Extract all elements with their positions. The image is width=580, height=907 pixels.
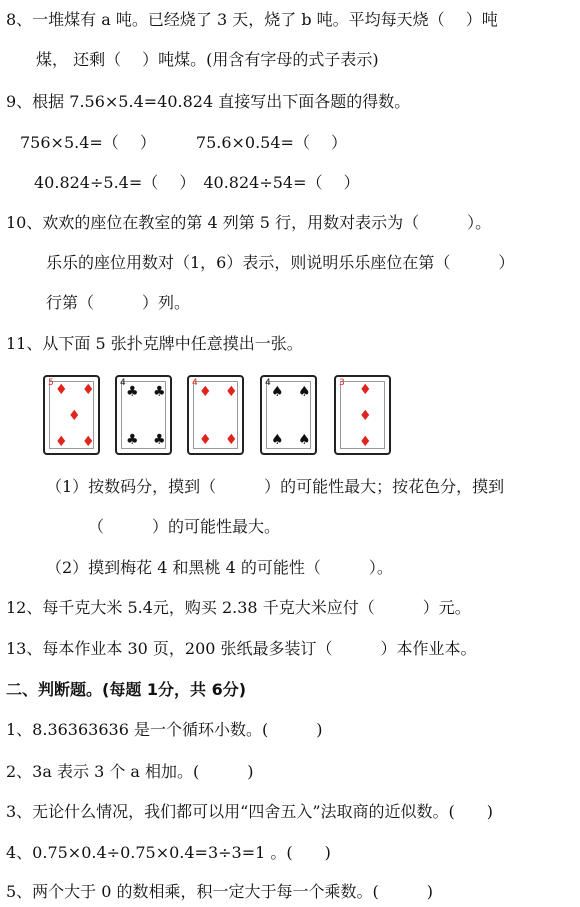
- spade-icon: ♠: [271, 384, 284, 400]
- diamond-icon: ♦: [68, 408, 81, 424]
- card-rank: 3: [339, 378, 345, 388]
- card-rank: 5: [48, 378, 54, 388]
- card-4-diamonds: [187, 375, 244, 455]
- diamond-icon: ♦: [359, 382, 372, 398]
- question-8-line-2: 煤， 还剩（ ）吨煤。(用含有字母的式子表示): [36, 50, 379, 69]
- club-icon: ♣: [126, 432, 139, 448]
- question-12: 12、每千克大米 5.4元，购买 2.38 千克大米应付（ ）元。: [6, 598, 471, 617]
- diamond-icon: ♦: [225, 384, 238, 400]
- question-9-line-2: 756×5.4=（ ） 75.6×0.54=（ ）: [20, 133, 348, 152]
- question-9-line-3: 40.824÷5.4=（ ） 40.824÷54=（ ）: [34, 173, 360, 192]
- judgement-2: 2、3a 表示 3 个 a 相加。( ): [6, 762, 254, 781]
- diamond-icon: ♦: [199, 432, 212, 448]
- judgement-4: 4、0.75×0.4÷0.75×0.4=3÷3=1 。( ): [6, 843, 331, 862]
- diamond-icon: ♦: [359, 408, 372, 424]
- judgement-1: 1、8.36363636 是一个循环小数。( ): [6, 720, 323, 739]
- card-4-spades: [260, 375, 317, 455]
- spade-icon: ♠: [298, 384, 311, 400]
- question-11-line-1: 11、从下面 5 张扑克牌中任意摸出一张。: [6, 334, 303, 353]
- diamond-icon: ♦: [55, 434, 68, 450]
- section-heading-judgement: 二、判断题。(每题 1分，共 6分): [6, 680, 247, 699]
- question-9-line-1: 9、根据 7.56×5.4=40.824 直接写出下面各题的得数。: [6, 92, 411, 111]
- diamond-icon: ♦: [82, 434, 95, 450]
- spade-icon: ♠: [298, 432, 311, 448]
- card-rank: 4: [120, 378, 126, 388]
- question-11-part-1-line-1: （1）按数码分，摸到（ ）的可能性最大；按花色分，摸到: [46, 477, 505, 496]
- judgement-3: 3、无论什么情况，我们都可以用“四舍五入”法取商的近似数。( ): [6, 802, 494, 821]
- diamond-icon: ♦: [82, 382, 95, 398]
- question-10-line-1: 10、欢欢的座位在教室的第 4 列第 5 行，用数对表示为（ ）。: [6, 213, 492, 232]
- question-10-line-3: 行第（ ）列。: [46, 293, 191, 312]
- card-3-diamonds: [334, 375, 391, 455]
- diamond-icon: ♦: [225, 432, 238, 448]
- card-rank: 4: [192, 378, 198, 388]
- card-5-diamonds: [43, 375, 100, 455]
- diamond-icon: ♦: [359, 434, 372, 450]
- club-icon: ♣: [126, 384, 139, 400]
- club-icon: ♣: [153, 432, 166, 448]
- playing-cards: [43, 375, 403, 457]
- diamond-icon: ♦: [199, 384, 212, 400]
- diamond-icon: ♦: [55, 382, 68, 398]
- club-icon: ♣: [153, 384, 166, 400]
- question-8-line-1: 8、一堆煤有 a 吨。已经烧了 3 天，烧了 b 吨。平均每天烧（ ）吨: [6, 10, 498, 29]
- question-13: 13、每本作业本 30 页，200 张纸最多装订（ ）本作业本。: [6, 639, 477, 658]
- question-11-part-1-line-2: （ ）的可能性最大。: [88, 517, 281, 536]
- card-4-clubs: [115, 375, 172, 455]
- judgement-5: 5、两个大于 0 的数相乘，积一定大于每一个乘数。( ): [6, 882, 434, 901]
- card-rank: 4: [265, 378, 271, 388]
- spade-icon: ♠: [271, 432, 284, 448]
- question-11-part-2: （2）摸到梅花 4 和黑桃 4 的可能性（ ）。: [46, 558, 393, 577]
- question-10-line-2: 乐乐的座位用数对（1，6）表示，则说明乐乐座位在第（ ）: [46, 253, 515, 272]
